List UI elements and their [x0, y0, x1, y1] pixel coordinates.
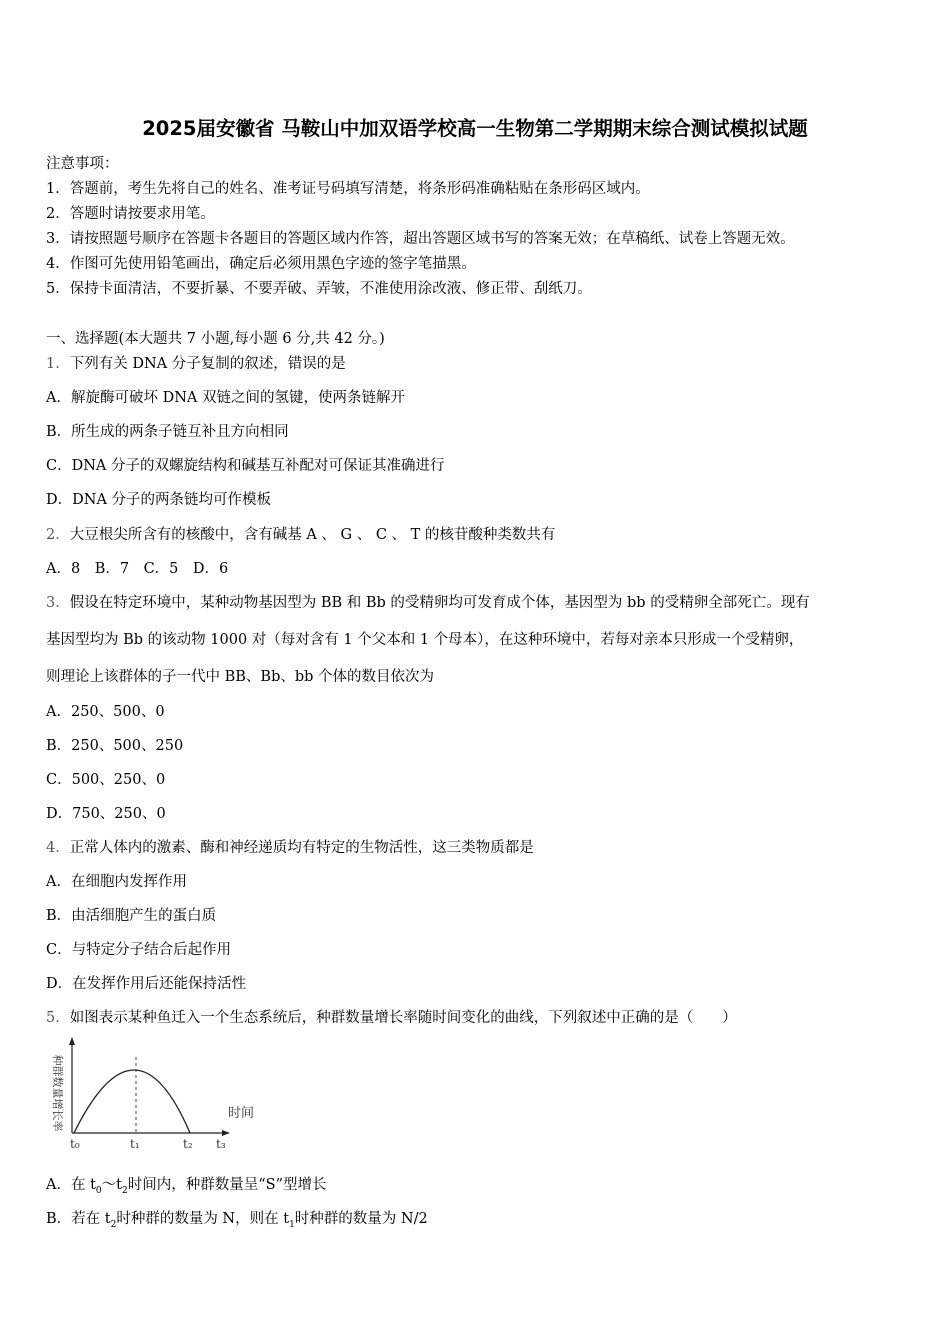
q2-options: A．8 B．7 C．5 D．6 [46, 561, 229, 577]
question-number: 1． [46, 356, 70, 372]
question-text: 下列有关 DNA 分子复制的叙述，错误的是 [69, 356, 346, 372]
subscript: 0 [95, 1185, 102, 1196]
question-2 [46, 523, 555, 544]
q5-option-b [46, 1207, 428, 1230]
option-text: 时种群的数量为 N，则在 t [116, 1211, 290, 1227]
question-text: 如图表示某种鱼迁入一个生态系统后，种群数量增长率随时间变化的曲线，下列叙述中正确的是（ ） [69, 1010, 737, 1026]
question-4 [46, 836, 534, 857]
option-text: B．若在 t [46, 1211, 111, 1227]
q4-option-a: A．在细胞内发挥作用 [46, 874, 187, 890]
question-number: 4． [46, 840, 70, 856]
notice-item-1: 1．答题前，考生先将自己的姓名、准考证号码填写清楚，将条形码准确粘贴在条形码区域内。 [46, 181, 650, 197]
question-3-line-2: 基因型均为 Bb 的该动物 1000 对（每对含有 1 个父本和 1 个母本），在这种环境中，若每对亲本只形成一个受精卵， [46, 632, 804, 648]
option-text: 时种群的数量为 N/2 [294, 1211, 428, 1227]
question-text: 大豆根尖所含有的核酸中，含有碱基 A 、 G 、 C 、 T 的核苷酸种类数共有 [69, 527, 556, 543]
subscript: 2 [110, 1219, 117, 1230]
notice-heading: 注意事项： [46, 156, 119, 172]
x-axis-arrow [222, 1130, 230, 1136]
notice-item-5: 5．保持卡面清洁，不要折暴、不要弄破、弄皱，不准使用涂改液、修正带、刮纸刀。 [46, 281, 592, 297]
q5-option-a [46, 1173, 326, 1196]
q1-option-c: C．DNA 分子的双螺旋结构和碱基互补配对可保证其准确进行 [46, 458, 445, 474]
notice-item-4: 4．作图可先使用铅笔画出，确定后必须用黑色字迹的签字笔描黑。 [46, 256, 476, 272]
option-text: A．在 t [46, 1177, 96, 1193]
question-1 [46, 352, 346, 373]
question-text-line-1: 假设在特定环境中，某种动物基因型为 BB 和 Bb 的受精卵均可发育成个体，基因型为 bb 的受精卵全部死亡。现有 [69, 595, 810, 611]
question-number: 2． [46, 527, 70, 543]
y-axis-arrow [69, 1037, 75, 1045]
q3-option-d: D．750、250、0 [46, 806, 166, 822]
q4-option-c: C．与特定分子结合后起作用 [46, 942, 232, 958]
q3-option-b: B．250、500、250 [46, 738, 184, 754]
q4-option-b: B．由活细胞产生的蛋白质 [46, 908, 217, 924]
exam-title: 2025届安徽省 马鞍山中加双语学校高一生物第二学期期末综合测试模拟试题 [142, 117, 808, 140]
q3-option-c: C．500、250、0 [46, 772, 166, 788]
tick-t2: t₂ [183, 1137, 193, 1151]
q1-option-d: D．DNA 分子的两条链均可作模板 [46, 492, 272, 508]
question-number: 5． [46, 1010, 70, 1026]
growth-rate-curve [74, 1070, 190, 1133]
q3-option-a: A．250、500、0 [46, 704, 165, 720]
question-3 [46, 591, 810, 612]
question-text: 正常人体内的激素、酶和神经递质均有特定的生物活性，这三类物质都是 [69, 840, 534, 856]
section-heading: 一、选择题(本大题共 7 小题,每小题 6 分,共 42 分。) [46, 331, 385, 347]
q1-option-a: A．解旋酶可破坏 DNA 双链之间的氢键，使两条链解开 [46, 390, 405, 406]
notice-item-3: 3．请按照题号顺序在答题卡各题目的答题区域内作答，超出答题区域书写的答案无效；在草稿纸、试卷上答题无效。 [46, 231, 795, 247]
notice-item-2: 2．答题时请按要求用笔。 [46, 206, 215, 222]
q4-option-d: D．在发挥作用后还能保持活性 [46, 976, 247, 992]
question-3-line-3: 则理论上该群体的子一代中 BB、Bb、bb 个体的数目依次为 [46, 669, 435, 685]
subscript: 2 [121, 1185, 128, 1196]
option-text: ～t [101, 1177, 122, 1193]
question-5 [46, 1006, 737, 1027]
q1-option-b: B．所生成的两条子链互补且方向相同 [46, 424, 289, 440]
tick-t1: t₁ [130, 1137, 140, 1151]
subscript: 1 [289, 1219, 295, 1230]
growth-rate-graph [44, 1037, 284, 1153]
tick-t3: t₃ [216, 1137, 226, 1151]
question-number: 3． [46, 595, 70, 611]
x-axis-label: 时间 [228, 1106, 255, 1121]
tick-t0: t₀ [70, 1137, 80, 1151]
y-axis-label: 种群数量增长率 [51, 1054, 64, 1132]
option-text: 时间内，种群数量呈“S”型增长 [127, 1177, 327, 1193]
